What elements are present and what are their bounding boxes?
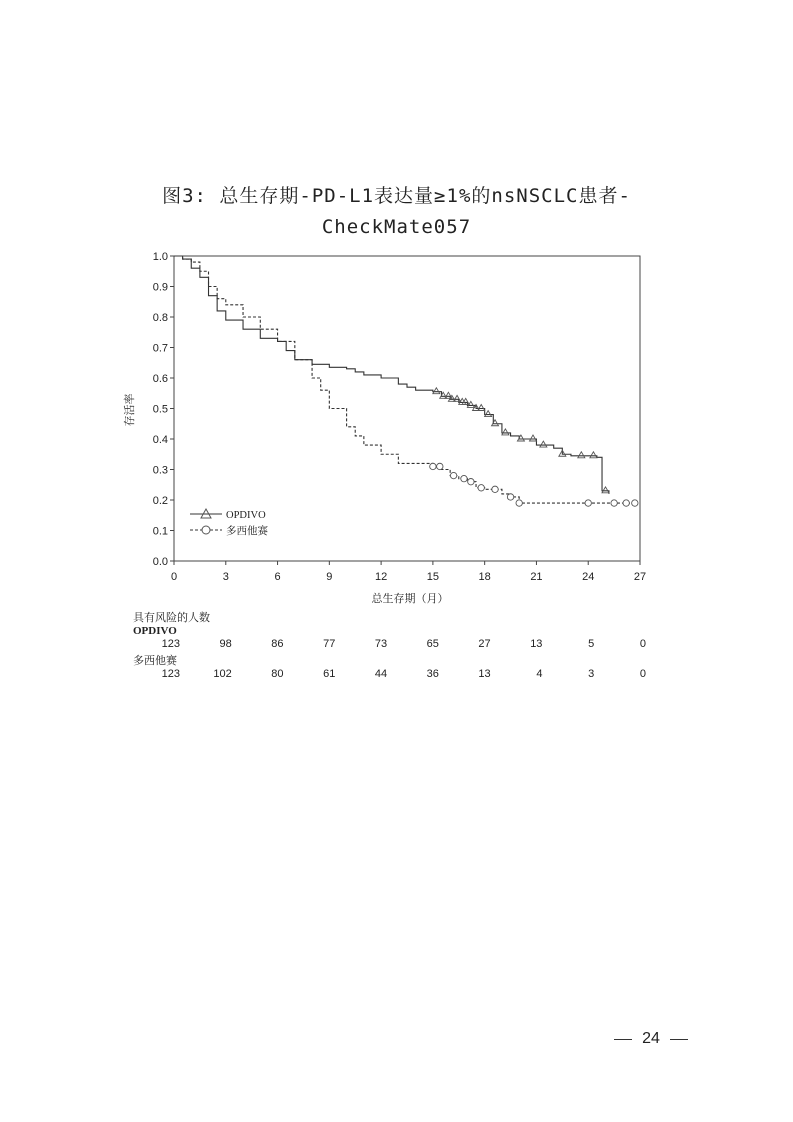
censor-mark-circle — [430, 463, 436, 469]
risk-value: 73 — [374, 638, 388, 650]
risk-value: 4 — [536, 668, 543, 680]
risk-value: 80 — [271, 668, 284, 680]
legend-label-opdivo: OPDIVO — [226, 510, 266, 521]
figure-title-line1: 图3: 总生存期-PD-L1表达量≥1%的nsNSCLC患者- — [162, 185, 631, 207]
risk-row-label-opdivo: OPDIVO — [133, 625, 177, 637]
legend — [190, 509, 268, 537]
censor-mark-triangle — [590, 452, 597, 458]
y-axis — [153, 251, 174, 568]
series-layer — [174, 256, 635, 503]
page-number — [614, 1030, 688, 1048]
risk-value: 0 — [639, 638, 646, 650]
censor-mark-triangle — [540, 441, 547, 447]
risk-value: 123 — [161, 668, 180, 680]
series-line-1 — [174, 256, 635, 503]
censor-mark-triangle — [502, 429, 509, 435]
figure-title-line2: CheckMate057 — [321, 216, 472, 238]
censor-mark-circle — [516, 500, 522, 506]
censor-mark-circle — [492, 486, 498, 492]
risk-row-label-docetaxel: 多西他赛 — [133, 655, 177, 667]
risk-value: 98 — [219, 638, 232, 650]
x-tick-label: 24 — [582, 571, 595, 583]
legend-circle-icon — [202, 526, 210, 534]
censor-mark-triangle — [492, 420, 499, 426]
risk-value: 77 — [323, 638, 336, 650]
risk-value: 123 — [161, 638, 180, 650]
risk-value: 86 — [271, 638, 284, 650]
x-tick-label: 12 — [374, 571, 388, 583]
x-tick-label: 0 — [170, 571, 178, 583]
y-tick-label: 0.1 — [152, 525, 168, 538]
risk-value: 0 — [639, 668, 646, 680]
page-number-text: 24 — [642, 1030, 660, 1047]
risk-value: 65 — [426, 638, 439, 650]
censor-mark-circle — [632, 500, 638, 506]
censor-mark-circle — [437, 463, 443, 469]
page-dash-left — [614, 1039, 632, 1040]
y-axis-label: 存活率 — [124, 393, 136, 427]
y-tick-label: 0.8 — [152, 312, 168, 324]
censor-mark-triangle — [433, 388, 440, 394]
series-line-0 — [174, 256, 609, 494]
risk-value: 5 — [588, 638, 595, 650]
censor-mark-circle — [461, 475, 467, 481]
y-tick-label: 0.4 — [152, 434, 168, 446]
page-dash-right — [670, 1039, 688, 1040]
x-tick-label: 3 — [222, 571, 229, 583]
risk-value: 36 — [426, 668, 439, 680]
x-axis — [171, 561, 646, 583]
censor-mark-triangle — [529, 435, 536, 441]
y-tick-label: 0.3 — [152, 464, 168, 477]
y-tick-label: 0.0 — [152, 556, 168, 568]
censor-mark-circle — [507, 494, 513, 500]
y-tick-label: 0.7 — [152, 342, 168, 355]
y-tick-label: 0.6 — [152, 373, 168, 385]
censor-mark-circle — [450, 472, 456, 478]
censor-mark-circle — [611, 500, 617, 506]
x-tick-label: 18 — [478, 571, 491, 583]
y-tick-label: 0.5 — [152, 403, 168, 416]
risk-value: 13 — [478, 668, 491, 680]
censor-mark-circle — [468, 479, 474, 485]
risk-value: 102 — [213, 668, 232, 680]
risk-value: 27 — [478, 638, 491, 650]
x-tick-label: 9 — [326, 571, 333, 583]
y-tick-label: 0.2 — [152, 495, 168, 507]
risk-value: 61 — [323, 668, 336, 680]
risk-value: 3 — [588, 668, 595, 680]
x-tick-label: 15 — [426, 571, 440, 583]
risk-value: 13 — [530, 638, 543, 650]
legend-label-docetaxel: 多西他赛 — [226, 526, 268, 537]
censor-marks — [430, 388, 638, 507]
y-tick-label: 1.0 — [152, 251, 168, 263]
x-tick-label: 27 — [633, 571, 647, 583]
x-axis-label: 总生存期（月） — [371, 593, 449, 605]
x-tick-label: 21 — [530, 571, 543, 583]
x-tick-label: 6 — [274, 571, 281, 583]
risk-table-header: 具有风险的人数 — [133, 612, 210, 624]
censor-mark-circle — [478, 485, 484, 491]
censor-mark-triangle — [485, 411, 492, 417]
censor-mark-triangle — [602, 487, 609, 493]
risk-value: 44 — [374, 668, 388, 680]
censor-mark-circle — [585, 500, 591, 506]
censor-mark-circle — [623, 500, 629, 506]
y-tick-label: 0.9 — [152, 281, 168, 294]
censor-mark-triangle — [578, 452, 585, 458]
